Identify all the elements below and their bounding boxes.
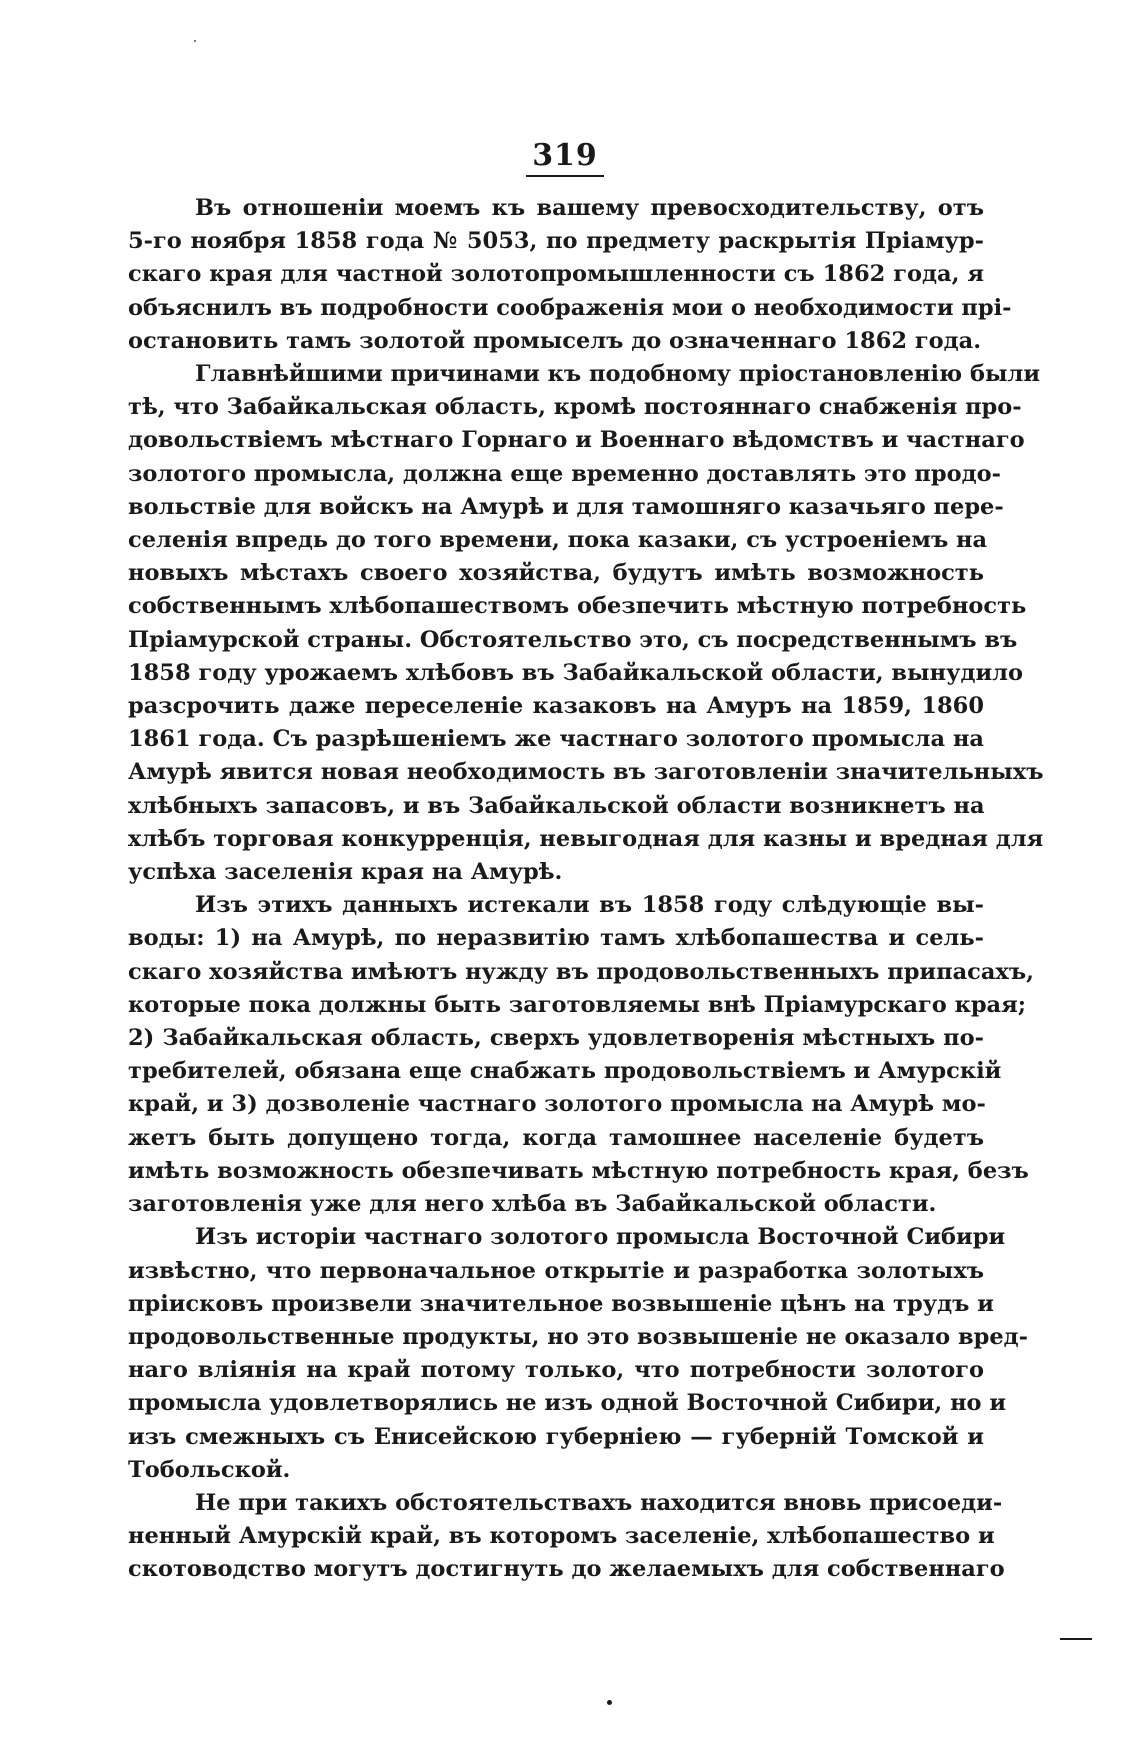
text-line: скаго края для частной золотопромышленности съ 1862 года, я [128,261,984,288]
text-line: Не при такихъ обстоятельствахъ находится вновь присоеди- [195,1489,1003,1516]
scan-speck [194,40,196,42]
page-number: 319 [532,138,598,173]
text-line: которые пока должны быть заготовляемы внѣ Пріамурскаго края; [128,991,1027,1018]
text-line: скаго хозяйства имѣютъ нужду въ продовольственныхъ припасахъ, [128,958,1034,985]
margin-dash-mark [1060,1638,1092,1640]
text-line: промысла удовлетворялись не изъ одной Восточной Сибири, но и [128,1390,1007,1417]
text-line: жетъ быть допущено тогда, когда тамошнее населеніе будетъ [128,1124,984,1151]
text-line: Амурѣ явится новая необходимость въ заготовленіи значительныхъ [128,759,1044,786]
page-number-rule [526,175,604,177]
text-line: золотого промысла, должна еще временно доставлять это продо- [128,460,1001,487]
text-line: ненный Амурскій край, въ которомъ заселеніе, хлѣбопашество и [128,1523,995,1550]
text-line: селенія впредь до того времени, пока казаки, съ устроеніемъ на [128,527,988,554]
footer-dot-mark [607,1700,612,1705]
text-line: Главнѣйшими причинами къ подобному пріостановленію были [195,361,1041,388]
text-line: Пріамурской страны. Обстоятельство это, съ посредственнымъ въ [128,626,1018,653]
paragraph-2 [128,358,1044,889]
text-line: имѣть возможность обезпечивать мѣстную потребность края, безъ [128,1157,1029,1184]
text-line: собственнымъ хлѣбопашествомъ обезпечить мѣстную потребность [128,593,1027,620]
text-line: скотоводство могутъ достигнуть до желаемыхъ для собственнаго [128,1556,1005,1583]
text-line: 5-го ноября 1858 года № 5053, по предмету раскрытія Пріамур- [128,228,984,255]
text-line: успѣха заселенія края на Амурѣ. [128,859,563,886]
text-line: Тобольской. [128,1456,291,1483]
paragraph-3 [128,889,1034,1221]
text-line: наго вліянія на край потому только, что потребности золотого [128,1357,984,1384]
text-line: тѣ, что Забайкальская область, кромѣ постояннаго снабженія про- [128,394,1022,421]
text-line: хлѣбныхъ запасовъ, и въ Забайкальской области возникнетъ на [128,792,985,819]
text-line: заготовленія уже для него хлѣба въ Забайкальской области. [128,1191,937,1218]
text-line: 1861 года. Съ разрѣшеніемъ же частнаго золотого промысла на [128,726,984,753]
text-line: Въ отношеніи моемъ къ вашему превосходительству, отъ [195,195,984,221]
text-line: воды: 1) на Амурѣ, по неразвитію тамъ хлѣбопашества и сель- [128,925,984,952]
paragraph-5 [128,1487,1005,1587]
page-body [128,192,1044,1587]
text-line: остановить тамъ золотой промыселъ до означеннаго 1862 года. [128,327,982,354]
text-line: продовольственные продукты, но это возвышеніе не оказало вред- [128,1323,1028,1350]
text-line: разсрочить даже переселеніе казаковъ на Амуръ на 1859, 1860 [128,693,984,720]
text-line: 1858 году урожаемъ хлѣбовъ въ Забайкальской области, вынудило [128,659,1024,686]
text-line: извѣстно, что первоначальное открытіе и разработка золотыхъ [128,1257,984,1284]
text-line: довольствіемъ мѣстнаго Горнаго и Военнаго вѣдомствъ и частнаго [128,427,1025,454]
text-line: пріисковъ произвели значительное возвышеніе цѣнъ на трудъ и [128,1290,994,1317]
text-line: новыхъ мѣстахъ своего хозяйства, будутъ имѣть возможность [128,560,984,587]
text-line: изъ смежныхъ съ Енисейскою губерніею — губерній Томской и [128,1423,984,1450]
text-line: хлѣбъ торговая конкурренція, невыгодная для казны и вредная для [128,825,1044,852]
text-line: требителей, обязана еще снабжать продовольствіемъ и Амурскій [128,1058,1002,1085]
paragraph-1 [128,192,1012,358]
text-line: край, и 3) дозволеніе частнаго золотого промысла на Амурѣ мо- [128,1091,986,1118]
text-line: Изъ исторіи частнаго золотого промысла Восточной Сибири [195,1224,1006,1251]
text-line: вольствіе для войскъ на Амурѣ и для тамошняго казачьяго пере- [128,493,1004,520]
text-line: 2) Забайкальская область, сверхъ удовлетворенія мѣстныхъ по- [128,1025,984,1052]
text-line: объяснилъ въ подробности соображенія мои о необходимости прі- [128,294,1012,321]
paragraph-4 [128,1221,1028,1487]
text-line: Изъ этихъ данныхъ истекали въ 1858 году слѣдующіе вы- [195,892,984,919]
